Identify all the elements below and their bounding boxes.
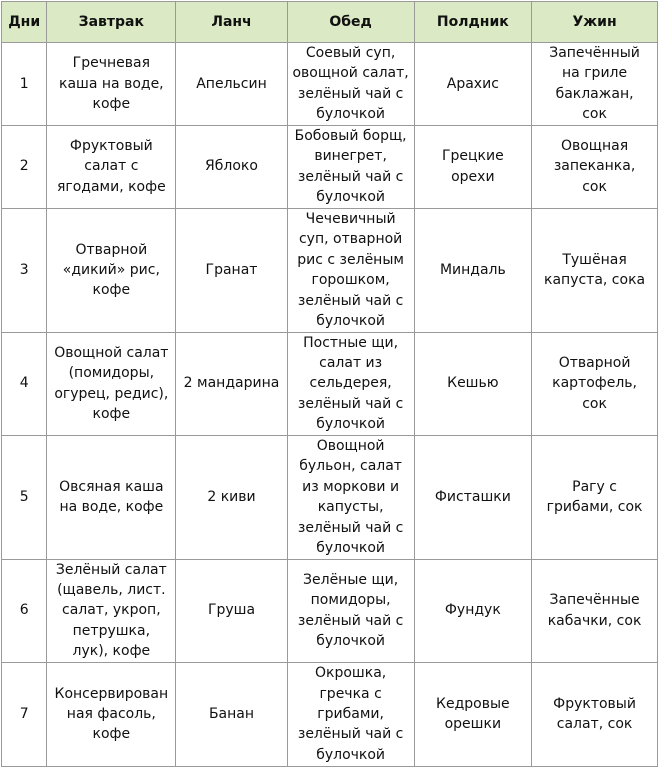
cell-line: «дикий» рис,	[62, 261, 160, 278]
cell-breakfast	[47, 332, 176, 435]
cell-line: булочкой	[316, 106, 386, 123]
cell-line: бульон, салат	[299, 458, 402, 475]
cell-line: лук), кофе	[72, 643, 151, 660]
cell-line: Овощной салат	[54, 344, 169, 361]
cell-line: из моркови и	[302, 478, 400, 495]
cell-line: 2 киви	[207, 488, 256, 505]
cell-breakfast	[47, 125, 176, 208]
table-row	[2, 332, 658, 435]
cell-line: зелёный чай с	[297, 726, 404, 743]
cell-line: салат из	[319, 355, 383, 372]
cell-line: 1	[19, 75, 29, 92]
cell-day	[2, 662, 47, 766]
cell-breakfast	[47, 662, 176, 766]
cell-lunch	[176, 559, 287, 662]
cell-line: рис с зелёным	[297, 251, 404, 268]
cell-line: булочкой	[316, 746, 386, 763]
cell-line: горошком,	[311, 272, 390, 289]
cell-dinner	[287, 662, 414, 766]
cell-line: 3	[19, 261, 29, 278]
cell-dinner	[287, 125, 414, 208]
cell-line: сок	[582, 106, 607, 123]
cell-line: сок	[582, 178, 607, 195]
cell-line: сельдерея,	[309, 375, 392, 392]
cell-line: Чечевичный	[305, 210, 396, 227]
cell-dinner	[287, 332, 414, 435]
cell-line: булочкой	[316, 633, 386, 650]
cell-line: зелёный чай с	[297, 395, 404, 412]
cell-line: Груша	[207, 602, 256, 619]
cell-line: Запечённый	[549, 45, 640, 61]
cell-line: баклажан,	[555, 85, 634, 102]
cell-line: булочкой	[316, 312, 386, 329]
cell-line: Постные щи,	[303, 334, 399, 351]
cell-supper	[532, 43, 658, 126]
cell-dinner	[287, 208, 414, 332]
cell-line: Яблоко	[205, 158, 258, 175]
cell-line: капусты,	[317, 499, 384, 516]
cell-snack	[414, 662, 532, 766]
cell-line: Фруктовый	[553, 695, 636, 712]
cell-line: кабачки, сок	[547, 612, 642, 629]
cell-line: Зелёные щи,	[303, 571, 399, 588]
cell-line: кофе	[92, 406, 131, 423]
cell-line: грибами,	[317, 705, 384, 722]
cell-line: Тушёная	[562, 251, 627, 268]
cell-line: Овощная	[560, 138, 629, 155]
cell-line: кофе	[92, 726, 131, 743]
cell-lunch	[176, 43, 287, 126]
header-snack: Полдник	[414, 2, 532, 43]
cell-line: зелёный чай с	[297, 612, 404, 629]
cell-line: Соевый суп,	[305, 45, 396, 61]
cell-line: ягодами, кофе	[56, 178, 166, 195]
cell-line: Овсяная каша	[59, 478, 164, 495]
table-row	[2, 43, 658, 126]
cell-breakfast	[47, 559, 176, 662]
cell-lunch	[176, 332, 287, 435]
cell-line: Зелёный салат	[55, 561, 167, 578]
cell-line: Апельсин	[196, 75, 267, 92]
cell-line: 2	[19, 158, 29, 175]
cell-line: Кешью	[447, 375, 499, 392]
cell-line: Кедровые	[436, 695, 510, 712]
cell-supper	[532, 332, 658, 435]
cell-line: Фисташки	[434, 488, 511, 505]
cell-line: на воде, кофе	[59, 499, 164, 516]
cell-line: 5	[19, 488, 29, 505]
cell-breakfast	[47, 208, 176, 332]
cell-dinner	[287, 43, 414, 126]
header-dinner: Обед	[287, 2, 414, 43]
cell-line: винегрет,	[314, 148, 387, 165]
cell-supper	[532, 125, 658, 208]
cell-supper	[532, 435, 658, 559]
cell-line: Гранат	[205, 261, 258, 278]
cell-line: Банан	[208, 705, 255, 722]
table-row	[2, 435, 658, 559]
header-breakfast: Завтрак	[47, 2, 176, 43]
cell-line: Фруктовый	[69, 138, 153, 155]
cell-line: картофель,	[552, 375, 637, 392]
header-lunch: Ланч	[176, 2, 287, 43]
cell-line: (помидоры,	[68, 365, 155, 382]
cell-supper	[532, 208, 658, 332]
cell-supper	[532, 662, 658, 766]
cell-line: салат, сок	[556, 716, 633, 733]
cell-line: 4	[19, 375, 29, 392]
cell-dinner	[287, 435, 414, 559]
cell-snack	[414, 125, 532, 208]
cell-day	[2, 559, 47, 662]
cell-lunch	[176, 208, 287, 332]
cell-line: сок	[582, 395, 607, 412]
cell-line: помидоры,	[310, 592, 391, 609]
cell-line: Грецкие	[441, 148, 504, 165]
header-day: Дни	[2, 2, 47, 43]
cell-line: ная фасоль,	[66, 705, 156, 722]
table-body	[2, 43, 658, 767]
cell-snack	[414, 435, 532, 559]
cell-line: 2 мандарина	[183, 375, 280, 392]
cell-snack	[414, 43, 532, 126]
cell-line: Отварной	[558, 355, 631, 372]
cell-day	[2, 208, 47, 332]
cell-lunch	[176, 435, 287, 559]
cell-line: Окрошка,	[315, 665, 387, 682]
cell-line: 7	[19, 705, 29, 722]
cell-line: зелёный чай с	[297, 168, 404, 185]
cell-snack	[414, 208, 532, 332]
cell-snack	[414, 559, 532, 662]
cell-line: булочкой	[316, 416, 386, 433]
table-row	[2, 559, 658, 662]
cell-line: Гречневая	[72, 55, 150, 72]
cell-day	[2, 43, 47, 126]
cell-line: на гриле	[562, 65, 628, 82]
cell-line: овощной салат,	[292, 65, 409, 82]
cell-supper	[532, 559, 658, 662]
cell-line: кофе	[92, 96, 131, 113]
cell-snack	[414, 332, 532, 435]
cell-line: капуста, сока	[544, 272, 646, 289]
cell-line: зелёный чай с	[297, 519, 404, 536]
cell-line: Бобовый борщ,	[294, 127, 407, 144]
cell-line: Овощной	[316, 437, 385, 454]
cell-line: грибами, сок	[546, 499, 643, 516]
table-row	[2, 208, 658, 332]
cell-line: салат с	[84, 158, 139, 175]
cell-line: Фундук	[444, 602, 501, 619]
cell-line: салат, укроп,	[62, 602, 161, 619]
cell-line: булочкой	[316, 539, 386, 556]
cell-line: Консервирован	[54, 685, 169, 702]
cell-day	[2, 125, 47, 208]
cell-line: каша на воде,	[59, 75, 164, 92]
cell-line: гречка с	[319, 685, 382, 702]
cell-line: огурец, редис),	[54, 385, 169, 402]
cell-line: Миндаль	[439, 261, 506, 278]
cell-day	[2, 332, 47, 435]
cell-line: булочкой	[316, 189, 386, 206]
cell-breakfast	[47, 435, 176, 559]
cell-line: (щавель, лист.	[57, 582, 166, 599]
cell-line: суп, отварной	[298, 231, 403, 248]
table-row	[2, 125, 658, 208]
meal-plan-table	[1, 1, 658, 767]
table-row	[2, 662, 658, 766]
cell-lunch	[176, 662, 287, 766]
cell-line: кофе	[92, 282, 131, 299]
cell-line: 6	[19, 602, 29, 619]
cell-line: Запечённые	[549, 592, 640, 609]
cell-line: Рагу с	[572, 478, 617, 495]
cell-line: Отварной	[75, 241, 148, 258]
cell-line: Арахис	[446, 75, 499, 92]
cell-line: зелёный чай с	[297, 292, 404, 309]
cell-line: орехи	[451, 168, 495, 185]
cell-lunch	[176, 125, 287, 208]
cell-line: запеканка,	[553, 158, 636, 175]
header-supper: Ужин	[532, 2, 658, 43]
cell-breakfast	[47, 43, 176, 126]
cell-dinner	[287, 559, 414, 662]
header-row	[2, 2, 658, 43]
cell-day	[2, 435, 47, 559]
cell-line: зелёный чай с	[297, 85, 404, 102]
cell-line: орешки	[444, 716, 502, 733]
cell-line: петрушка,	[72, 622, 151, 639]
